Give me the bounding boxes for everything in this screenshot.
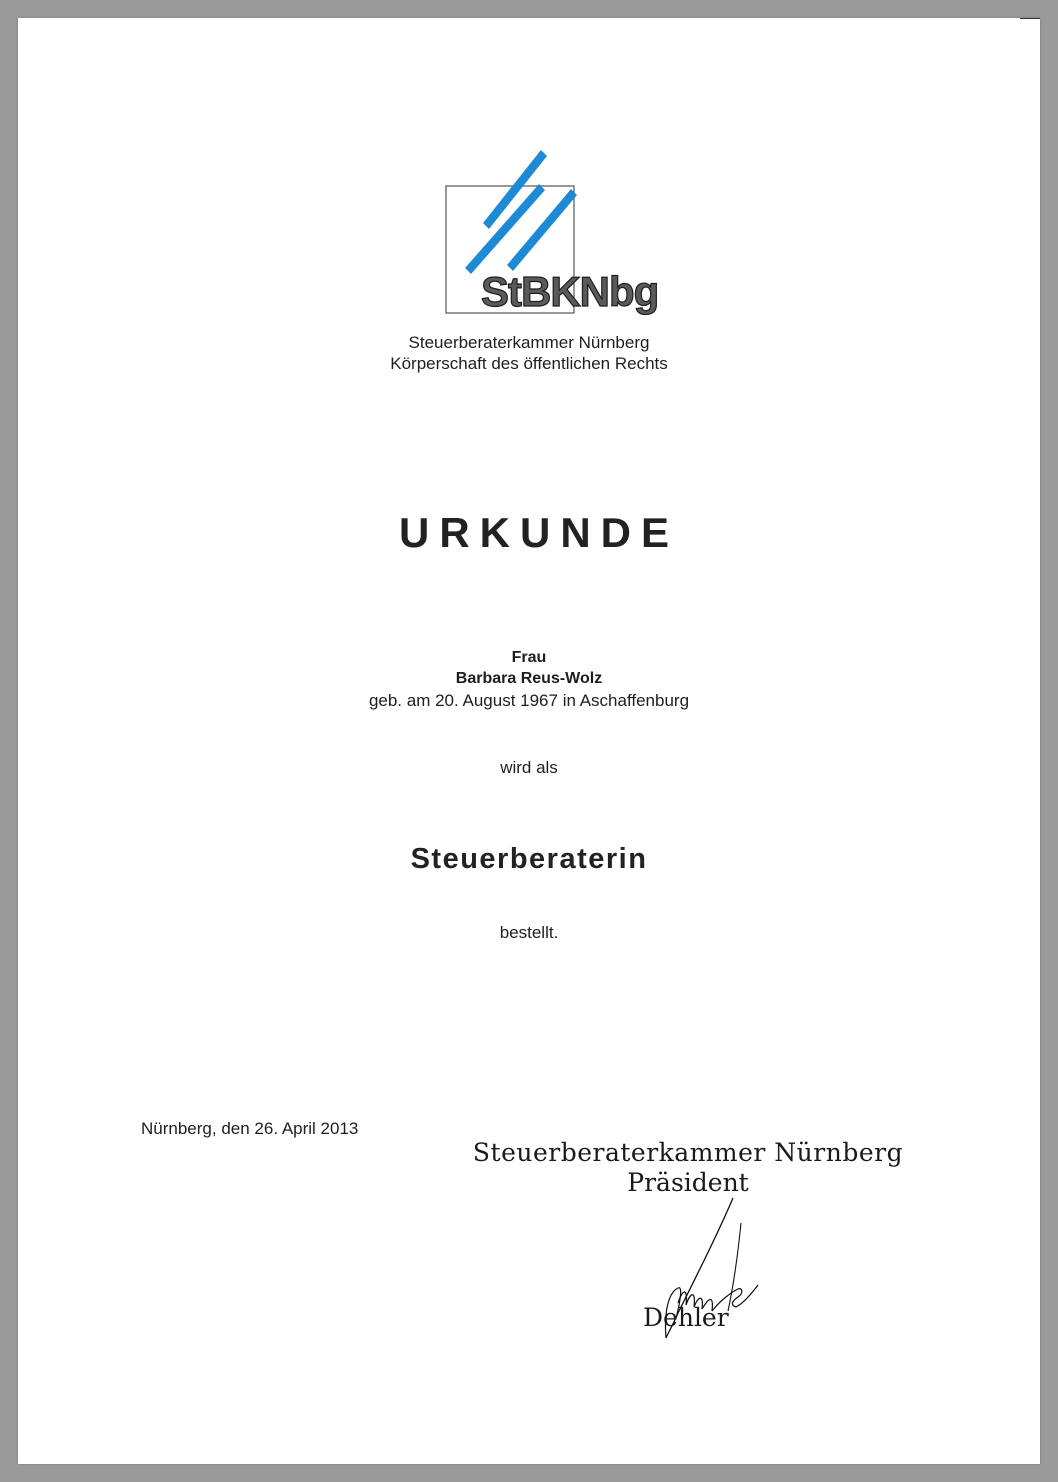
organization-name: Steuerberaterkammer Nürnberg [408, 333, 650, 352]
connector-text: wird als [500, 758, 558, 777]
official-stamp [458, 1138, 918, 1198]
certificate-page [18, 18, 1040, 1464]
birth-line: geb. am 20. August 1967 in Aschaffenburg [368, 691, 690, 710]
document-title: URKUNDE [399, 509, 679, 556]
stamp-signatory-name: Dehler [643, 1303, 729, 1332]
stamp-organization: Steuerberaterkammer Nürnberg [472, 1138, 904, 1167]
organization-status: Körperschaft des öffentlichen Rechts [390, 354, 668, 373]
page-edge-mark [1020, 18, 1040, 19]
stbknbg-logo-icon [443, 126, 673, 316]
place-date: Nürnberg, den 26. April 2013 [141, 1119, 359, 1138]
recipient-name: Barbara Reus-Wolz [455, 670, 603, 687]
stamp-role: Präsident [627, 1168, 749, 1197]
logo-text: StBKNbg [481, 268, 659, 315]
salutation: Frau [511, 649, 547, 666]
profession-title: Steuerberaterin [410, 843, 648, 875]
closing-text: bestellt. [499, 923, 559, 942]
